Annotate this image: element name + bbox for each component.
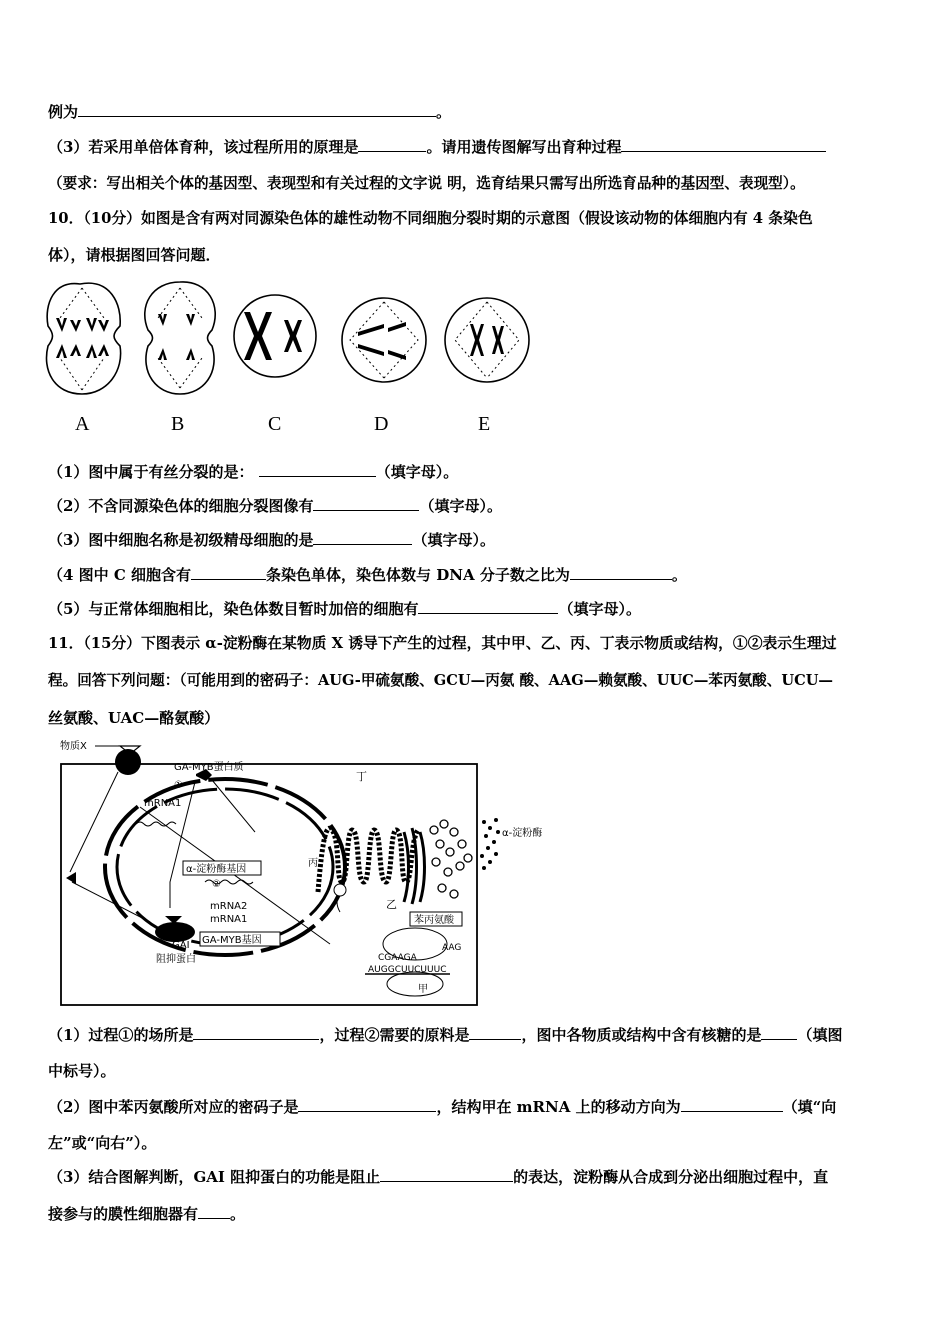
answer-blank[interactable]	[193, 1025, 319, 1040]
q10-part2	[48, 496, 502, 516]
prev-q3-requirement: （要求：写出相关个体的基因型、表现型和有关过程的文字说 明，选育结果只需写出所选育品种的基因型、表现型）。	[48, 175, 805, 192]
q10-part5-text: （5）与正常体细胞相比，染色体数目暂时加倍的细胞有	[48, 600, 419, 618]
q10-part2-text: （填字母）。	[419, 497, 502, 515]
label-aag: AAG	[442, 943, 462, 953]
answer-blank[interactable]	[313, 496, 419, 511]
q10-part3	[48, 530, 495, 550]
q11-stem-line1: 11．（15分）下图表示 α-淀粉酶在某物质 X 诱导下产生的过程，其中甲、乙、丙、丁表示物质或结构，①②表示生理过	[48, 635, 837, 652]
answer-blank[interactable]	[259, 462, 376, 477]
q11-stem-line2: 程。回答下列问题：（可能用到的密码子：AUG-甲硫氨酸、GCU—丙氨 酸、AAG—赖氨酸、UUC—苯丙氨酸、UCU—	[48, 672, 834, 689]
answer-blank[interactable]	[380, 1167, 513, 1182]
answer-blank[interactable]	[621, 137, 826, 152]
q10-part3-text: （填字母）。	[412, 531, 495, 549]
cell-label-a: A	[75, 413, 90, 435]
label-repressor: 阻抑蛋白	[156, 954, 196, 965]
q11-stem-line3: 丝氨酸、UAC—酪氨酸）	[48, 709, 220, 727]
q10-part5	[48, 599, 641, 619]
q11-part1-text: ，过程②需要的原料是	[319, 1026, 470, 1044]
q10-part5-text: （填字母）。	[558, 600, 641, 618]
answer-blank[interactable]	[313, 530, 412, 545]
label-phe: 苯丙氨酸	[414, 915, 454, 926]
q11-part1-cont: 中标号）。	[48, 1062, 116, 1080]
q11-part1-text: ，图中各物质或结构中含有核糖的是	[521, 1026, 762, 1044]
answer-blank[interactable]	[298, 1097, 436, 1112]
q11-part1	[48, 1025, 843, 1045]
label-substance-x: 物质X	[60, 741, 87, 752]
q10-stem-line1: 10．（10分）如图是含有两对同源染色体的雄性动物不同细胞分裂时期的示意图（假设该动物的体细胞内有 4 条染色	[48, 210, 813, 227]
prev-q3-line	[48, 137, 826, 157]
chromosomes	[56, 312, 504, 360]
q11-part3	[48, 1167, 828, 1187]
answer-blank[interactable]	[358, 137, 426, 152]
q11-part2	[48, 1097, 836, 1117]
cell-d-outline	[342, 298, 426, 382]
q10-part1-text: （填字母）。	[375, 463, 459, 481]
cell-e-outline	[445, 298, 529, 382]
prev-text: 例为	[48, 103, 79, 121]
label-gai: GAI	[172, 940, 190, 951]
q11-part2-text: （填“向	[782, 1098, 837, 1116]
q11-part1-text: （填图	[797, 1026, 843, 1044]
q11-part3-text: 。	[230, 1205, 246, 1223]
label-ga-myb-protein: GA-MYB蛋白质	[174, 762, 244, 773]
label-ga-myb-gene: GA-MYB基因	[202, 935, 262, 946]
label-jia: 甲	[418, 984, 428, 995]
answer-blank[interactable]	[570, 565, 672, 580]
cell-label-b: B	[171, 413, 185, 435]
q10-part4-text: （4 图中 C 细胞含有	[48, 566, 192, 584]
label-mrna1-top: mRNA1	[144, 798, 182, 809]
label-bing: 丙	[308, 858, 318, 869]
q10-stem-line2: 体），请根据图回答问题．	[48, 246, 221, 264]
cell-label-d: D	[374, 413, 389, 435]
q11-part3-text: （3）结合图解判断，GAI 阻抑蛋白的功能是阻止	[48, 1168, 381, 1186]
prev-q3-text: （3）若采用单倍体育种，该过程所用的原理是	[48, 138, 359, 156]
label-amylase-gene: α-淀粉酶基因	[186, 864, 247, 875]
label-mrna1-bottom: mRNA1	[210, 914, 248, 925]
q10-part1-text: （1）图中属于有丝分裂的是：	[48, 463, 254, 481]
label-mrna-seq: AUGGCUUCUUUC	[368, 965, 447, 975]
answer-blank[interactable]	[418, 599, 558, 614]
q10-part3-text: （3）图中细胞名称是初级精母细胞的是	[48, 531, 314, 549]
q10-part2-text: （2）不含同源染色体的细胞分裂图像有	[48, 497, 314, 515]
label-step1: ①	[174, 780, 183, 791]
amylase-pathway-diagram	[50, 732, 560, 1010]
label-cgaaga: CGAAGA	[378, 953, 417, 963]
q11-part3-text: 的表达，淀粉酶从合成到分泌出细胞过程中，直	[513, 1168, 829, 1186]
label-step2: ②	[212, 879, 221, 890]
prev-text: 。	[436, 103, 452, 121]
q11-part1-text: （1）过程①的场所是	[48, 1026, 194, 1044]
q10-part1	[48, 462, 458, 482]
q10-part4-text: 条染色单体，染色体数与 DNA 分子数之比为	[266, 566, 570, 584]
q11-part3-cont	[48, 1204, 245, 1224]
cell-a-outline	[46, 283, 120, 394]
q10-part4	[48, 565, 687, 585]
q10-part4-text: 。	[671, 566, 687, 584]
q11-part3-text: 接参与的膜性细胞器有	[48, 1205, 199, 1223]
answer-blank[interactable]	[191, 565, 266, 580]
answer-blank[interactable]	[681, 1097, 783, 1112]
label-ding: 丁	[356, 770, 367, 783]
cell-b-outline	[145, 282, 215, 394]
q11-part2-cont: 左”或“向右”）。	[48, 1134, 157, 1152]
answer-blank[interactable]	[469, 1025, 521, 1040]
cell-label-e: E	[478, 413, 491, 435]
answer-blank[interactable]	[78, 102, 436, 117]
q11-part2-text: ，结构甲在 mRNA 上的移动方向为	[436, 1098, 681, 1116]
prev-q3-text: 。请用遗传图解写出育种过程	[426, 138, 622, 156]
cell-division-figure	[40, 274, 540, 404]
answer-blank[interactable]	[761, 1025, 797, 1040]
label-yi: 乙	[386, 898, 397, 911]
prev-line-1	[48, 102, 451, 122]
q11-part2-text: （2）图中苯丙氨酸所对应的密码子是	[48, 1098, 299, 1116]
cell-c-outline	[234, 295, 316, 377]
cell-label-c: C	[268, 413, 282, 435]
answer-blank[interactable]	[198, 1204, 230, 1219]
label-mrna2: mRNA2	[210, 901, 248, 912]
label-amylase: α-淀粉酶	[502, 828, 543, 839]
